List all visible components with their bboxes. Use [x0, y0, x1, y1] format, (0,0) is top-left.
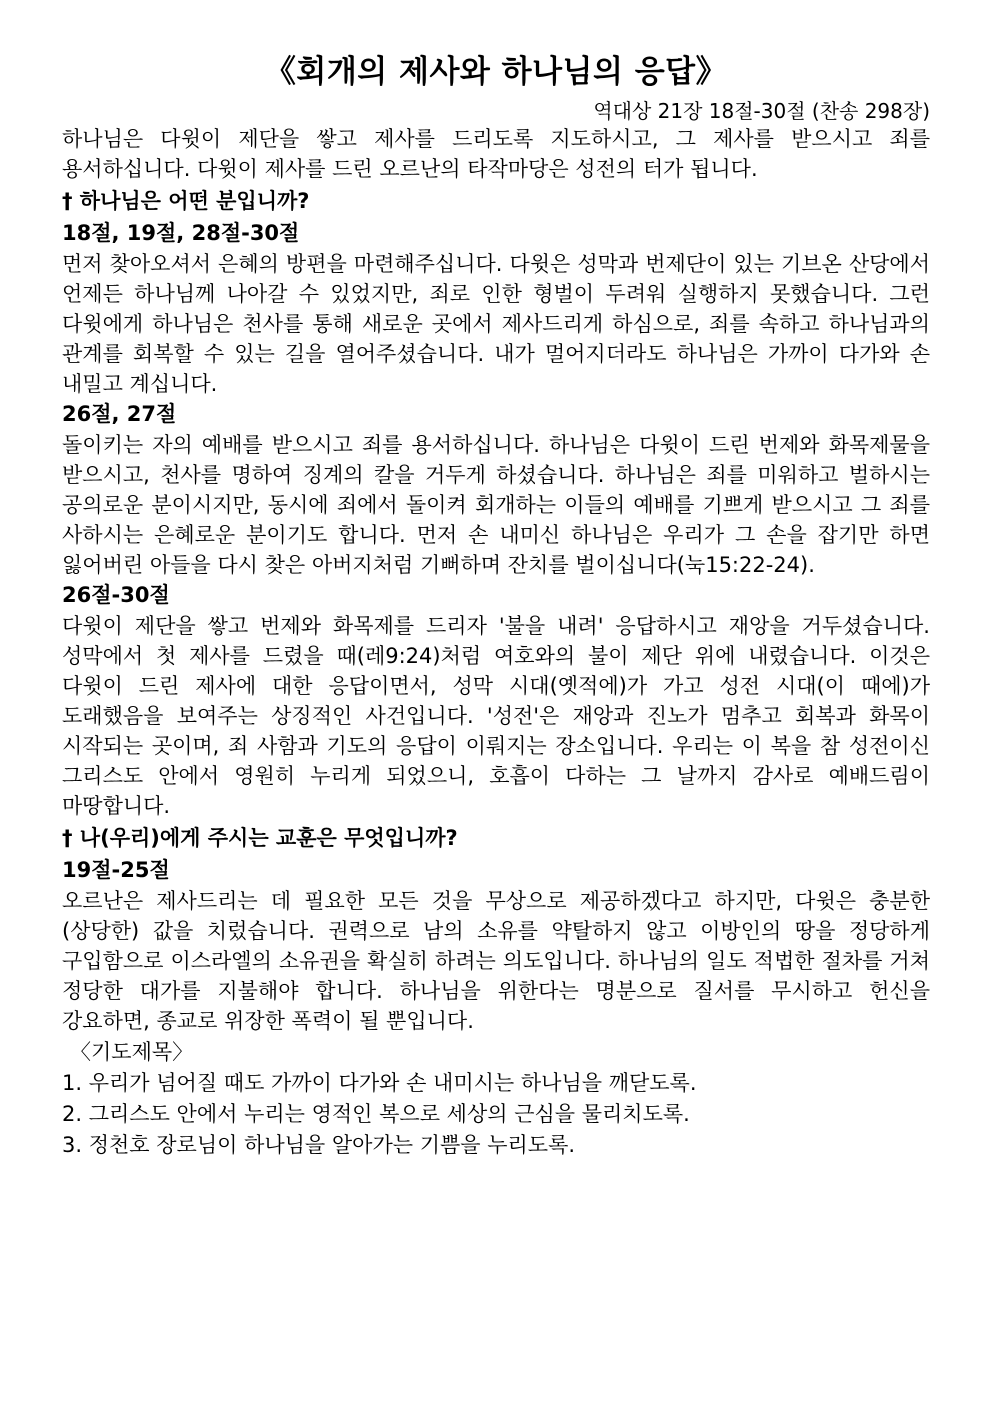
section-paragraph: 먼저 찾아오셔서 은혜의 방편을 마련해주십니다. 다윗은 성막과 번제단이 있는 기브온 산당에서 언제든 하나님께 나아갈 수 있었지만, 죄로 인한 형벌이 두려워 실행하지 못했습니다. 그런 다윗에게 하나님은 천사를 통해 새로운 곳에서 제사드리게 하심으로, 죄를 속하고 하나님과의 관계를 회복할 수 있는 길을 열어주셨습니다. 내가 멀어지더라도 하나님은 가까이 다가와 손 내밀고 계십니다. — [62, 252, 930, 396]
intro-paragraph: 하나님은 다윗이 제단을 쌓고 제사를 드리도록 지도하시고, 그 제사를 받으시고 죄를 용서하십니다. 다윗이 제사를 드린 오르난의 타작마당은 성전의 터가 됩니다. — [62, 127, 930, 181]
prayer-heading: 〈기도제목〉 — [70, 1040, 194, 1064]
section-paragraph: 돌이키는 자의 예배를 받으시고 죄를 용서하십니다. 하나님은 다윗이 드린 번제와 화목제물을 받으시고, 천사를 명하여 징계의 칼을 거두게 하셨습니다. 하나님은 죄를 미워하고 벌하시는 공의로운 분이시지만, 동시에 죄에서 돌이켜 회개하는 이들의 예배를 기쁘게 받으시고 그 죄를 사하시는 은혜로운 분이기도 합니다. 먼저 손 내미신 하나님은 우리가 그 손을 잡기만 하면 잃어버린 아들을 다시 찾은 아버지처럼 기뻐하며 잔치를 벌이십니다(눅15:22-24). — [62, 433, 930, 577]
section-paragraph: 다윗이 제단을 쌓고 번제와 화목제를 드리자 '불을 내려' 응답하시고 재앙을 거두셨습니다. 성막에서 첫 제사를 드렸을 때(레9:24)처럼 여호와의 불이 제단 위에 내렸습니다. 이것은 다윗이 드린 제사에 대한 응답이면서, 성막 시대(옛적에)가 가고 성전 시대(이 때에)가 도래했음을 보여주는 상징적인 사건입니다. '성전'은 재앙과 진노가 멈추고 회복과 화목이 시작되는 곳이며, 죄 사함과 기도의 응답이 이뤄지는 장소입니다. 우리는 이 복을 참 성전이신 그리스도 안에서 영원히 누리게 되었으니, 호흡이 다하는 그 날까지 감사로 예배드림이 마땅합니다. — [62, 614, 930, 818]
prayer-item: 3. 정천호 장로님이 하나님을 알아가는 기쁨을 누리도록. — [62, 1133, 576, 1157]
verse-label: 19절-25절 — [62, 858, 170, 882]
prayer-list — [62, 1068, 930, 1161]
verse-label: 26절, 27절 — [62, 402, 177, 426]
document-title: 《회개의 제사와 하나님의 응답》 — [264, 54, 728, 90]
section-paragraph: 오르난은 제사드리는 데 필요한 모든 것을 무상으로 제공하겠다고 하지만, 다윗은 충분한(상당한) 값을 치렀습니다. 권력으로 남의 소유를 약탈하지 않고 이방인의 땅을 정당하게 구입함으로 이스라엘의 소유권을 확실히 하려는 의도입니다. 하나님의 일도 적법한 절차를 거쳐 정당한 대가를 지불해야 합니다. 하나님을 위한다는 명분으로 질서를 무시하고 헌신을 강요하면, 종교로 위장한 폭력이 될 뿐입니다. — [62, 889, 930, 1033]
verse-label: 18절, 19절, 28절-30절 — [62, 221, 300, 245]
verse-label: 26절-30절 — [62, 583, 170, 607]
prayer-item: 2. 그리스도 안에서 누리는 영적인 복으로 세상의 근심을 물리치도록. — [62, 1102, 690, 1126]
prayer-item: 1. 우리가 넘어질 때도 가까이 다가와 손 내미시는 하나님을 깨닫도록. — [62, 1071, 697, 1095]
question-heading-1: † 하나님은 어떤 분입니까? — [62, 189, 310, 213]
scripture-reference: 역대상 21장 18절-30절 (찬송 298장) — [593, 99, 930, 123]
question-heading-2: † 나(우리)에게 주시는 교훈은 무엇입니까? — [62, 826, 458, 850]
